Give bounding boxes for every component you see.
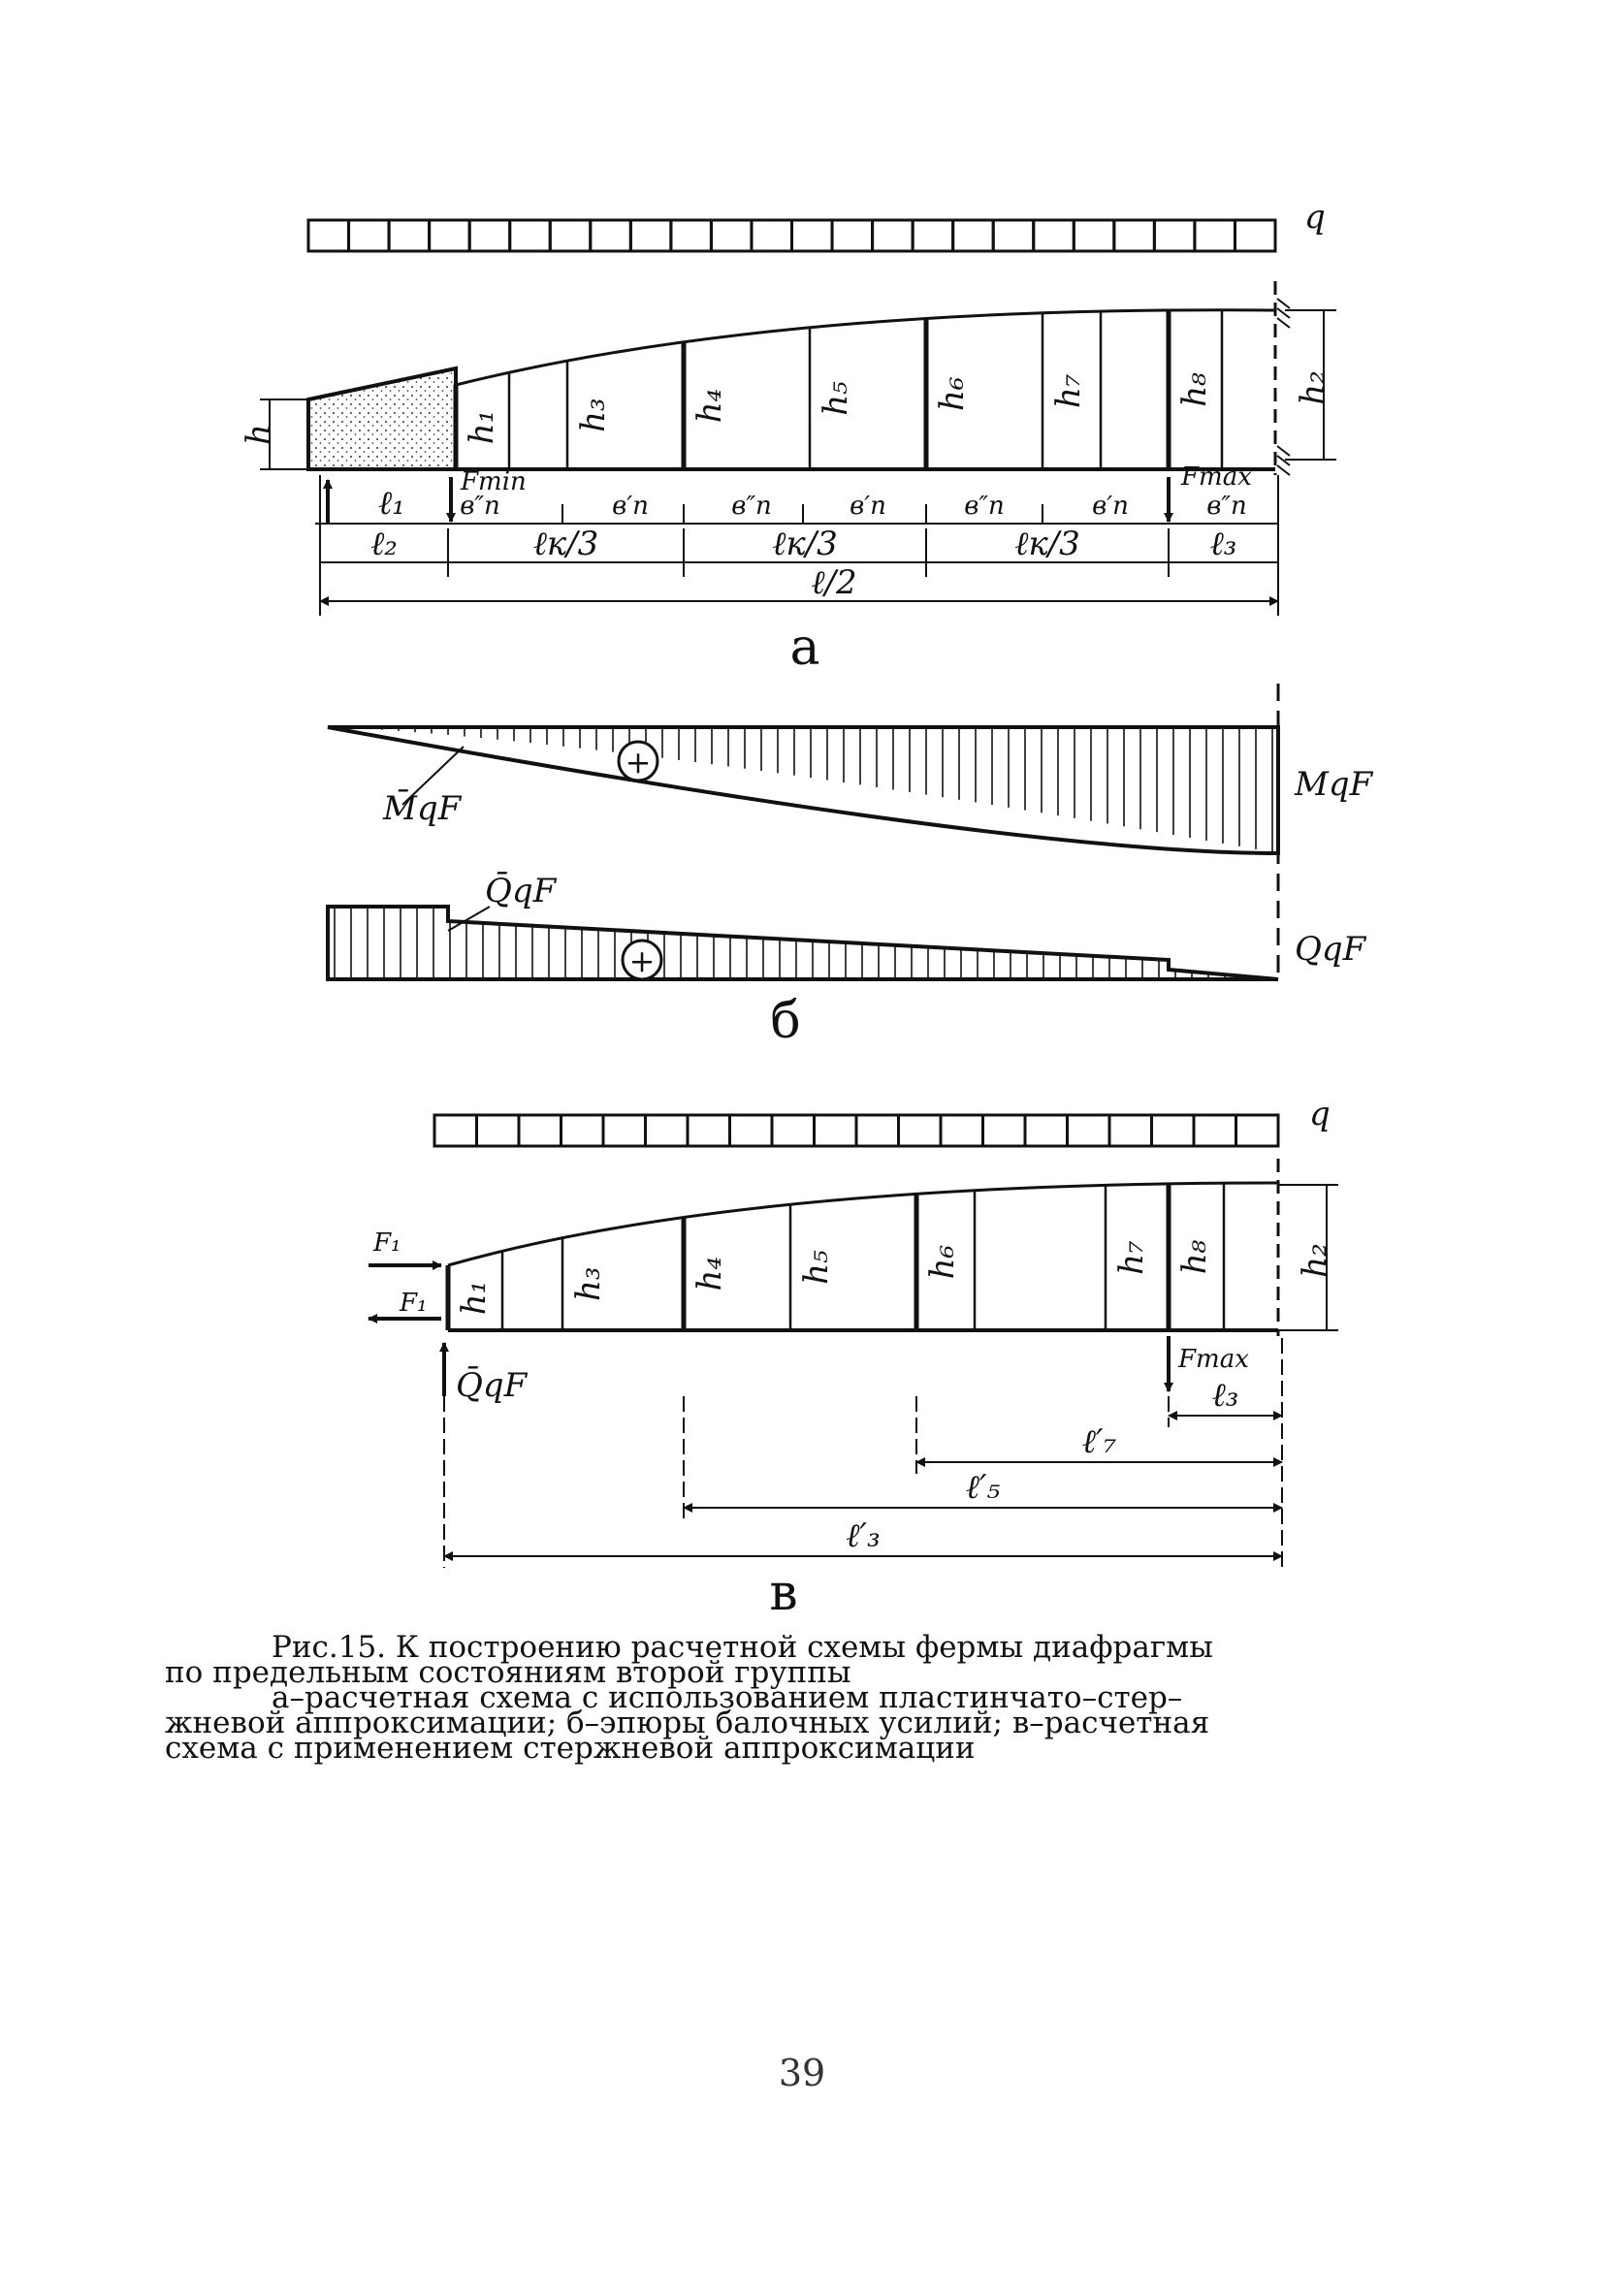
load-label-c: q xyxy=(1309,1095,1331,1133)
panel-label-a: а xyxy=(789,619,820,677)
moment-bar-label: M̄qF xyxy=(383,789,462,828)
load-block xyxy=(389,220,430,251)
load-block xyxy=(792,220,833,251)
hatch-support xyxy=(1277,299,1290,475)
load-label-a: q xyxy=(1304,198,1326,237)
struts-a xyxy=(456,310,1222,469)
top-chord-c xyxy=(448,1183,1278,1265)
load-block xyxy=(561,1115,604,1146)
dim-half-span-label: ℓ/2 xyxy=(811,563,857,602)
moment-diagram xyxy=(328,727,1278,853)
right-height-label-a: h₂ xyxy=(1294,370,1332,405)
dim-label: ℓк/3 xyxy=(532,525,599,563)
strut-height-label: h₄ xyxy=(690,1256,729,1292)
strut-height-label: h₃ xyxy=(574,398,613,432)
load-block xyxy=(772,1115,815,1146)
load-block xyxy=(1152,1115,1195,1146)
moment-label: MqF xyxy=(1295,765,1373,804)
load-block xyxy=(983,1115,1026,1146)
strut-height-label: h₈ xyxy=(1175,372,1214,407)
load-block xyxy=(434,1115,477,1146)
shear-hatch xyxy=(335,909,1274,979)
moment-hatch xyxy=(349,728,1272,852)
strut-height-label: h₆ xyxy=(923,1244,962,1280)
f1-bottom-label: F₁ xyxy=(400,1289,428,1318)
dim-label: ℓк/3 xyxy=(1014,525,1080,563)
top-chord-a xyxy=(456,310,1275,385)
strut-height-label: h₅ xyxy=(797,1250,836,1285)
panel-width-label: в′п xyxy=(1092,492,1129,521)
dim-lines-c xyxy=(444,1338,1282,1571)
left-plate xyxy=(308,368,456,469)
panel-width-label: в″п xyxy=(460,492,500,521)
fmax-label-c: Fmax xyxy=(1178,1345,1249,1374)
load-block xyxy=(603,1115,646,1146)
load-block xyxy=(630,220,671,251)
strut-height-label: h₁ xyxy=(463,409,501,445)
dim-l1-label: ℓ₁ xyxy=(378,484,405,523)
shear-bar-label: Q̄qF xyxy=(485,872,557,910)
distributed-load-c xyxy=(434,1115,1278,1146)
load-block xyxy=(1068,1115,1110,1146)
left-height-label: h xyxy=(240,424,278,445)
strut-height-label: h₄ xyxy=(690,388,729,424)
shear-label: QqF xyxy=(1295,930,1366,969)
struts-c xyxy=(448,1183,1224,1330)
caption-line: Рис.15. К построению расчетной схемы фермы диафрагмы xyxy=(272,1630,1213,1665)
right-height-label-c: h₂ xyxy=(1296,1243,1334,1278)
panel-width-label: в′п xyxy=(850,492,886,521)
plus-text-q: + xyxy=(628,942,656,979)
load-block xyxy=(477,1115,520,1146)
load-block xyxy=(1236,1115,1279,1146)
dim-label: ℓ₃ xyxy=(1209,525,1237,563)
panel-width-labels xyxy=(460,492,1247,524)
plus-text-m: + xyxy=(625,744,652,781)
load-block xyxy=(856,1115,899,1146)
load-block xyxy=(832,220,873,251)
load-block xyxy=(591,220,631,251)
load-block xyxy=(1025,1115,1068,1146)
load-block xyxy=(349,220,390,251)
strut-height-label: h₆ xyxy=(933,376,972,412)
load-block xyxy=(993,220,1034,251)
dim-label: ℓ′₇ xyxy=(1081,1422,1117,1461)
load-block xyxy=(430,220,470,251)
load-block xyxy=(519,1115,561,1146)
figure-caption xyxy=(165,1630,1464,1766)
load-block xyxy=(1154,220,1195,251)
load-block xyxy=(1235,220,1275,251)
load-block xyxy=(711,220,752,251)
caption-line: а–расчетная схема с использованием пластинчато–стер– xyxy=(272,1680,1183,1715)
load-block xyxy=(510,220,551,251)
load-block xyxy=(730,1115,773,1146)
panel-width-label: в″п xyxy=(964,492,1005,521)
strut-height-label: h₁ xyxy=(455,1280,494,1316)
fmax-label-a: Fmax xyxy=(1181,462,1252,492)
load-block xyxy=(469,220,510,251)
figure-a xyxy=(240,198,1336,677)
panel-label-b: б xyxy=(770,992,801,1050)
load-block xyxy=(550,220,591,251)
load-block xyxy=(1074,220,1114,251)
caption-line: схема с применением стержневой аппроксимации xyxy=(165,1731,976,1766)
load-block xyxy=(913,220,953,251)
load-block xyxy=(1109,1115,1152,1146)
load-block xyxy=(308,220,349,251)
load-block xyxy=(873,220,914,251)
load-block xyxy=(899,1115,942,1146)
dim-label: ℓ₂ xyxy=(370,525,398,563)
strut-height-label: h₇ xyxy=(1112,1240,1151,1275)
load-block xyxy=(671,220,712,251)
fmin-label: Fmin xyxy=(461,467,527,496)
load-block xyxy=(953,220,994,251)
distributed-load-a xyxy=(308,220,1275,251)
panel-label-c: в xyxy=(769,1564,798,1622)
load-block xyxy=(1195,220,1235,251)
panel-width-label: в″п xyxy=(1206,492,1247,521)
strut-height-label: h₃ xyxy=(569,1266,608,1301)
dim-label: ℓ′₅ xyxy=(965,1468,1001,1507)
figure-c xyxy=(369,1095,1338,1622)
caption-line: по предельным состояниям второй группы xyxy=(165,1655,851,1690)
figure-b xyxy=(328,684,1374,1050)
dim-label: ℓ′₃ xyxy=(846,1516,881,1555)
load-block xyxy=(815,1115,857,1146)
load-block xyxy=(752,220,792,251)
page-number: 39 xyxy=(778,2052,826,2094)
caption-line: жневой аппроксимации; б–эпюры балочных усилий; в–расчетная xyxy=(165,1706,1210,1740)
load-block xyxy=(1194,1115,1236,1146)
f1-top-label: F₁ xyxy=(373,1228,401,1258)
strut-height-label: h₈ xyxy=(1175,1239,1214,1275)
load-block xyxy=(646,1115,689,1146)
strut-height-label: h₇ xyxy=(1049,373,1088,409)
dim-label: ℓ₃ xyxy=(1211,1376,1239,1415)
shear-reaction-label: Q̄qF xyxy=(456,1366,528,1405)
dim-label: ℓк/3 xyxy=(772,525,838,563)
panel-width-label: в″п xyxy=(731,492,772,521)
dim-row2 xyxy=(320,525,1278,577)
strut-height-label: h₅ xyxy=(817,381,855,416)
load-block xyxy=(688,1115,730,1146)
load-block xyxy=(941,1115,983,1146)
load-block xyxy=(1114,220,1155,251)
panel-width-label: в′п xyxy=(612,492,649,521)
load-block xyxy=(1034,220,1075,251)
